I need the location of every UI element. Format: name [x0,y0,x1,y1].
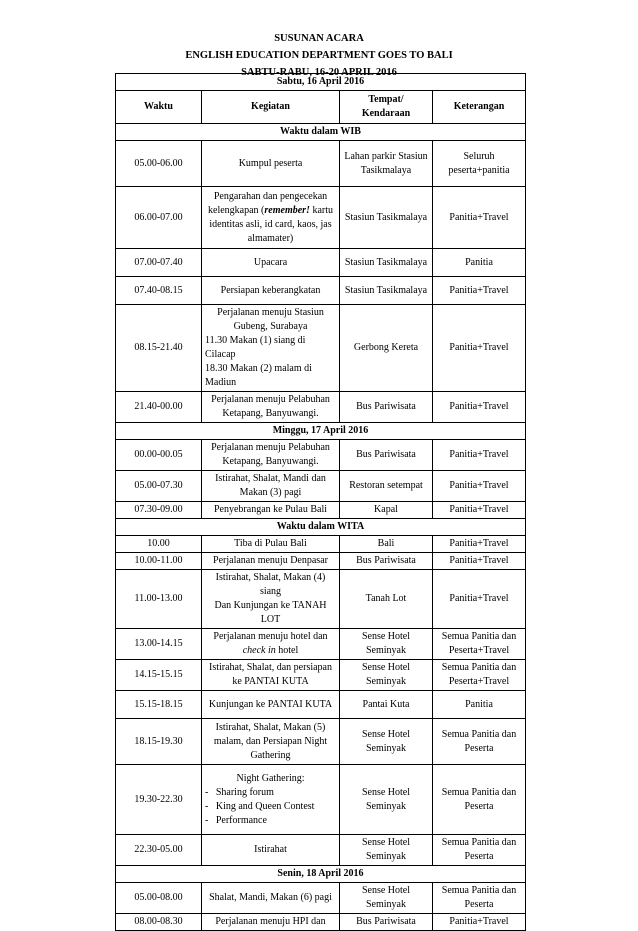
cell-kegiatan: Perjalanan menuju Pelabuhan Ketapang, Banyuwangi. [202,440,340,471]
cell-keterangan: Panitia+Travel [433,471,526,502]
cell-waktu: 07.40-08.15 [116,277,202,305]
activity-list [205,786,336,828]
cell-kegiatan: Istirahat [202,835,340,866]
cell-keterangan: Panitia+Travel [433,502,526,519]
cell-waktu: 11.00-13.00 [116,570,202,629]
cell-tempat: Sense Hotel Seminyak [340,719,433,765]
cell-keterangan: Panitia [433,691,526,719]
list-item-text: King and Queen Contest [215,800,315,812]
table-row [116,835,526,866]
activity-line: 18.30 Makan (2) malam di Madiun [205,363,312,388]
cell-tempat: Pantai Kuta [340,691,433,719]
cell-waktu: 19.30-22.30 [116,765,202,835]
cell-kegiatan: Perjalanan menuju Denpasar [202,553,340,570]
table-row [116,305,526,392]
table-row [116,914,526,931]
cell-waktu: 15.15-18.15 [116,691,202,719]
cell-kegiatan: Kumpul peserta [202,141,340,187]
day-header-row [116,423,526,440]
cell-waktu: 13.00-14.15 [116,629,202,660]
text-part: hotel [275,645,299,656]
cell-keterangan: Seluruh peserta+panitia [433,141,526,187]
cell-kegiatan: Upacara [202,249,340,277]
cell-keterangan: Panitia+Travel [433,277,526,305]
list-item: - Performance [205,814,267,826]
cell-waktu: 18.15-19.30 [116,719,202,765]
cell-waktu: 10.00-11.00 [116,553,202,570]
table-row [116,187,526,249]
col-header-keterangan: Keterangan [433,91,526,124]
cell-kegiatan [202,305,340,392]
cell-tempat: Stasiun Tasikmalaya [340,249,433,277]
cell-waktu: 07.30-09.00 [116,502,202,519]
table-row [116,141,526,187]
table-row [116,249,526,277]
doc-date-range: SABTU-RABU, 16-20 APRIL 2016 [241,67,397,78]
zone-header: Waktu dalam WITA [116,519,526,536]
cell-kegiatan: Istirahat, Shalat, Makan (5) malam, dan Persiapan Night Gathering [202,719,340,765]
zone-header: Waktu dalam WIB [116,124,526,141]
cell-waktu: 10.00 [116,536,202,553]
day-header-row [116,74,526,91]
cell-tempat: Bali [340,536,433,553]
cell-keterangan: Panitia+Travel [433,570,526,629]
table-row [116,691,526,719]
table-row [116,719,526,765]
cell-waktu: 22.30-05.00 [116,835,202,866]
list-item-text: Performance [215,814,267,826]
cell-keterangan: Panitia+Travel [433,553,526,570]
day-header: Sabtu, 16 April 2016 [116,74,526,91]
cell-keterangan: Panitia+Travel [433,305,526,392]
cell-kegiatan: Perjalanan menuju HPI dan [202,914,340,931]
table-row [116,502,526,519]
cell-waktu: 08.15-21.40 [116,305,202,392]
table-row [116,629,526,660]
cell-kegiatan: Persiapan keberangkatan [202,277,340,305]
schedule-table [115,73,526,931]
cell-waktu: 08.00-08.30 [116,914,202,931]
cell-kegiatan [202,629,340,660]
day-header-row [116,866,526,883]
cell-keterangan: Semua Panitia dan Peserta+Travel [433,660,526,691]
list-item: - King and Queen Contest [205,800,315,812]
cell-tempat: Stasiun Tasikmalaya [340,277,433,305]
table-row [116,553,526,570]
table-row [116,883,526,914]
col-header-tempat: Tempat/ Kendaraan [340,91,433,124]
cell-waktu: 05.00-07.30 [116,471,202,502]
table-row [116,277,526,305]
cell-tempat: Sense Hotel Seminyak [340,883,433,914]
cell-keterangan: Panitia+Travel [433,440,526,471]
cell-keterangan: Panitia+Travel [433,392,526,423]
doc-title: SUSUNAN ACARA [274,33,364,44]
cell-waktu: 05.00-08.00 [116,883,202,914]
list-item: - Sharing forum [205,786,274,798]
cell-kegiatan: Penyebrangan ke Pulau Bali [202,502,340,519]
activity-line: 11.30 Makan (1) siang di Cilacap [205,335,306,360]
text-part: Perjalanan menuju hotel dan [213,631,328,642]
table-row [116,440,526,471]
day-header: Senin, 18 April 2016 [116,866,526,883]
cell-kegiatan: Kunjungan ke PANTAI KUTA [202,691,340,719]
activity-line: Night Gathering: [236,772,305,784]
cell-tempat: Stasiun Tasikmalaya [340,187,433,249]
zone-header-row [116,519,526,536]
table-row [116,536,526,553]
zone-header-row [116,124,526,141]
text-part: Pengarahan dan pengecekan kelengkapan ( [208,190,328,216]
activity-line: Dan Kunjungan ke TANAH LOT [214,600,327,625]
cell-kegiatan [202,570,340,629]
cell-kegiatan [202,187,340,249]
cell-keterangan: Panitia+Travel [433,914,526,931]
cell-keterangan: Semua Panitia dan Peserta [433,883,526,914]
cell-tempat: Lahan parkir Stasiun Tasikmalaya [340,141,433,187]
activity-line: Perjalanan menuju Stasiun Gubeng, Surabaya [217,307,324,332]
cell-waktu: 07.00-07.40 [116,249,202,277]
cell-tempat: Gerbong Kereta [340,305,433,392]
cell-tempat: Bus Pariwisata [340,553,433,570]
cell-waktu: 14.15-15.15 [116,660,202,691]
table-row [116,471,526,502]
emphasis-text: remember! [264,204,310,216]
cell-tempat: Sense Hotel Seminyak [340,835,433,866]
cell-kegiatan [202,765,340,835]
list-item-text: Sharing forum [215,786,274,798]
cell-kegiatan: Perjalanan menuju Pelabuhan Ketapang, Banyuwangi. [202,392,340,423]
cell-waktu: 05.00-06.00 [116,141,202,187]
cell-waktu: 06.00-07.00 [116,187,202,249]
table-row [116,765,526,835]
table-row [116,660,526,691]
cell-tempat: Sense Hotel Seminyak [340,629,433,660]
cell-keterangan: Panitia+Travel [433,536,526,553]
cell-kegiatan: Shalat, Mandi, Makan (6) pagi [202,883,340,914]
cell-keterangan: Panitia [433,249,526,277]
doc-subtitle: ENGLISH EDUCATION DEPARTMENT GOES TO BALI [185,50,453,61]
cell-tempat: Sense Hotel Seminyak [340,660,433,691]
cell-kegiatan: Tiba di Pulau Bali [202,536,340,553]
table-row [116,392,526,423]
activity-line: Istirahat, Shalat, Makan (4) siang [215,572,326,597]
cell-tempat: Sense Hotel Seminyak [340,765,433,835]
cell-waktu: 21.40-00.00 [116,392,202,423]
col-header-kegiatan: Kegiatan [202,91,340,124]
cell-kegiatan: Istirahat, Shalat, Mandi dan Makan (3) pagi [202,471,340,502]
column-header-row [116,91,526,124]
cell-keterangan: Semua Panitia dan Peserta [433,719,526,765]
cell-keterangan: Semua Panitia dan Peserta+Travel [433,629,526,660]
day-header: Minggu, 17 April 2016 [116,423,526,440]
cell-tempat: Tanah Lot [340,570,433,629]
cell-keterangan: Panitia+Travel [433,187,526,249]
cell-tempat: Bus Pariwisata [340,440,433,471]
cell-keterangan: Semua Panitia dan Peserta [433,835,526,866]
col-header-waktu: Waktu [116,91,202,124]
text-part: kartu identitas asli, id card, kaos, jas almamater) [209,204,333,244]
emphasis-text: check in [242,645,276,656]
cell-keterangan: Semua Panitia dan Peserta [433,765,526,835]
cell-tempat: Restoran setempat [340,471,433,502]
table-row [116,570,526,629]
cell-tempat: Bus Pariwisata [340,392,433,423]
cell-tempat: Bus Pariwisata [340,914,433,931]
cell-tempat: Kapal [340,502,433,519]
cell-kegiatan: Istirahat, Shalat, dan persiapan ke PANTAI KUTA [202,660,340,691]
cell-waktu: 00.00-00.05 [116,440,202,471]
